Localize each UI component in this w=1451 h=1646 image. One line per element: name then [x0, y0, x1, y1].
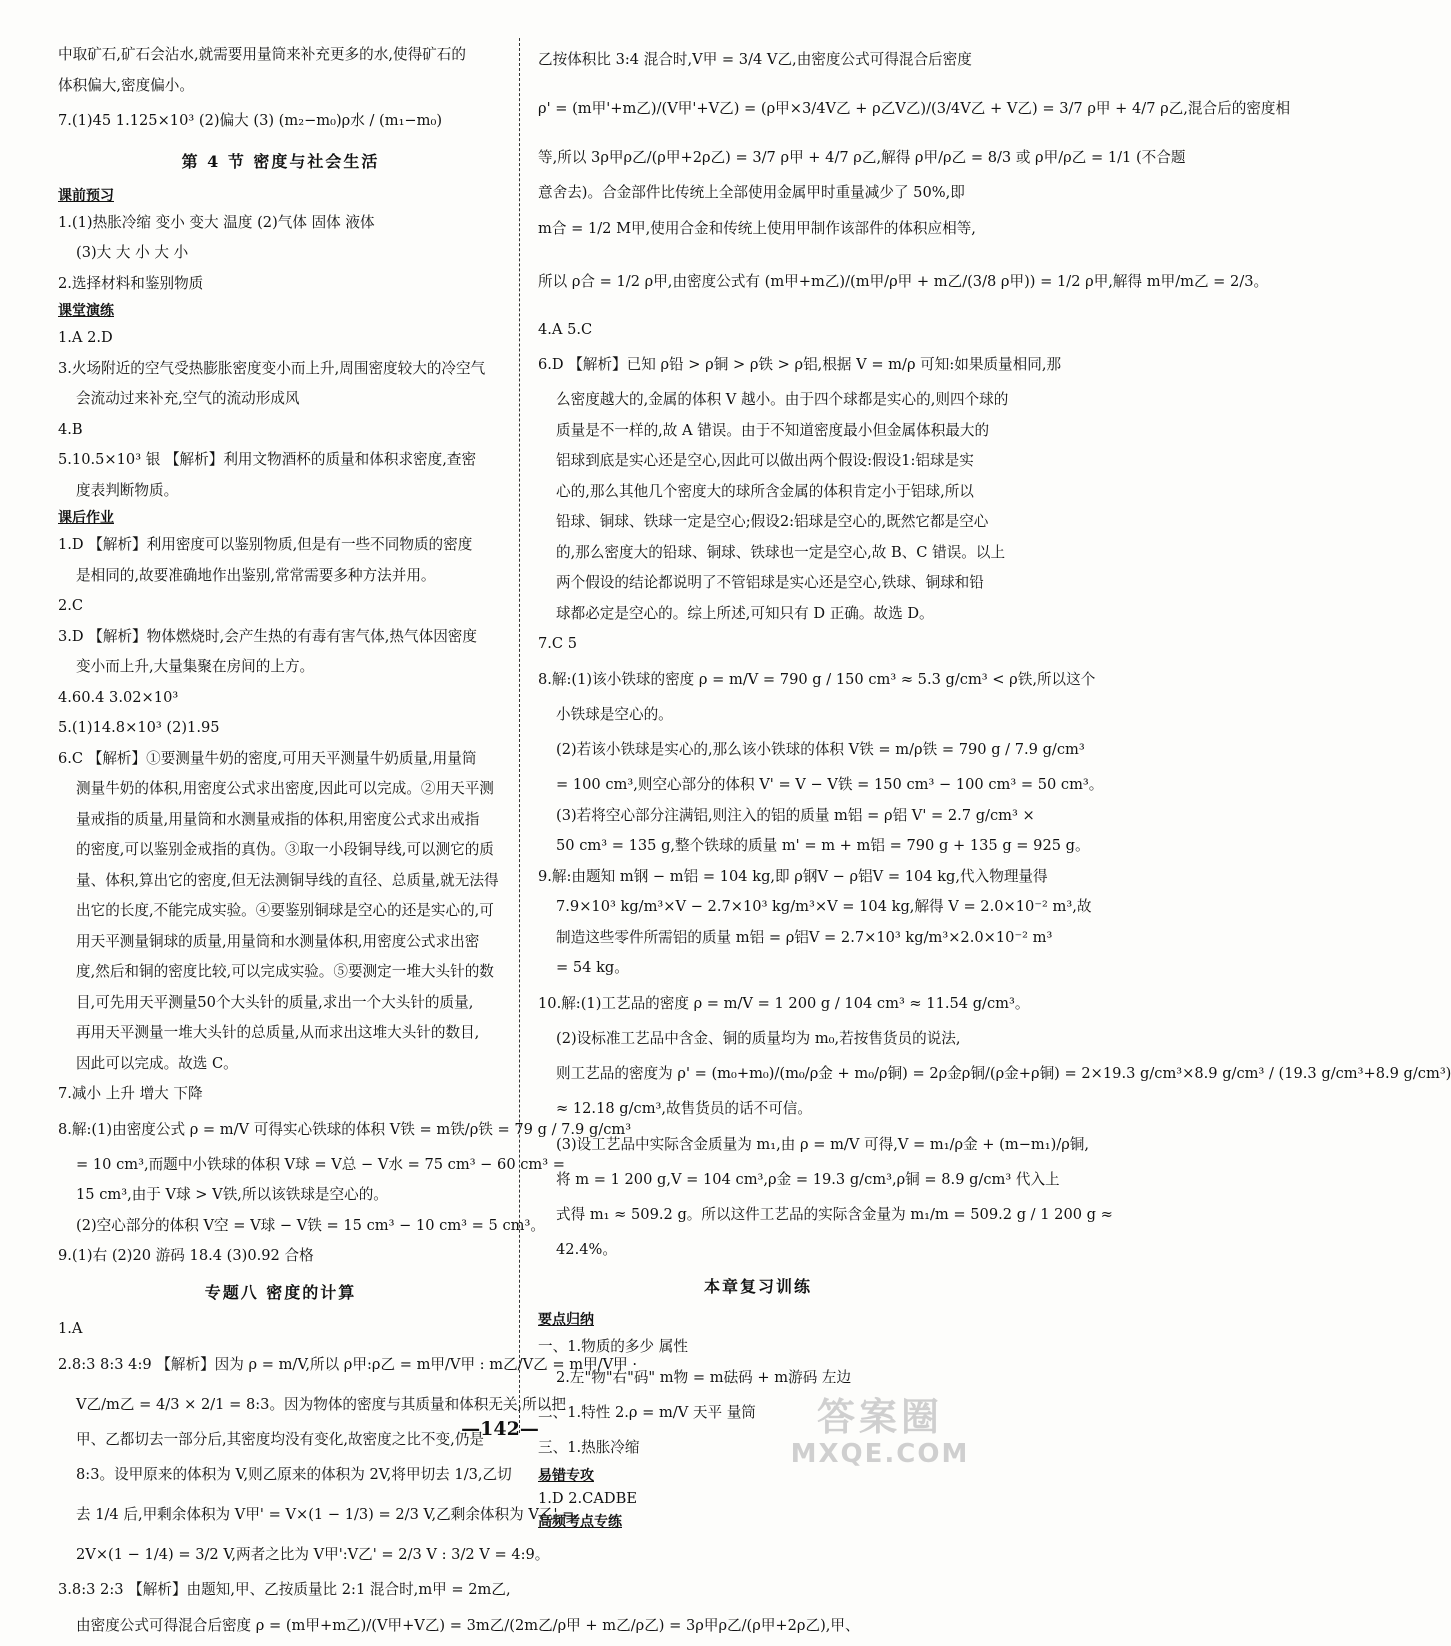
- text-line: 8.解:(1)该小铁球的密度 ρ = m/V = 790 g / 150 cm³ ≈ 5.3 g/cm³ < ρ铁,所以这个: [538, 670, 1096, 688]
- right-column: [538, 40, 1451, 1534]
- text-line: 等,所以 3ρ甲ρ乙/(ρ甲+2ρ乙) = 3/7 ρ甲 + 4/7 ρ乙,解得 ρ甲/ρ乙 = 8/3 或 ρ甲/ρ乙 = 1/1 (不合题: [538, 149, 1186, 166]
- text-line: 的密度,可以鉴别金戒指的真伪。③取一小段铜导线,可以测它的质: [76, 841, 494, 858]
- watermark-bottom: MXQE.COM: [790, 1439, 970, 1469]
- text-line: (2)空心部分的体积 V空 = V球 − V铁 = 15 cm³ − 10 cm³ = 5 cm³。: [76, 1216, 545, 1234]
- text-line: V乙/m乙 = 4/3 × 2/1 = 8:3。因为物体的密度与其质量和体积无关,所以把: [76, 1395, 566, 1413]
- page-number: —142—: [461, 1418, 539, 1440]
- text-line: 8.解:(1)由密度公式 ρ = m/V 可得实心铁球的体积 V铁 = m铁/ρ铁 = 79 g / 7.9 g/cm³: [58, 1120, 632, 1138]
- text-line: 体积偏大,密度偏小。: [58, 76, 194, 94]
- text-line: 9.(1)右 (2)20 游码 18.4 (3)0.92 合格: [58, 1247, 314, 1264]
- text-line: 是相同的,故要准确地作出鉴别,常常需要多种方法并用。: [76, 566, 436, 584]
- subheader-error: 易错专攻: [538, 1467, 594, 1484]
- text-line: 二、1.特性 2.ρ = m/V 天平 量筒: [538, 1404, 756, 1421]
- text-line: 9.解:由题知 m钢 − m铝 = 104 kg,即 ρ钢V − ρ铝V = 104 kg,代入物理量得: [538, 867, 1048, 885]
- text-line: 由密度公式可得混合后密度 ρ = (m甲+m乙)/(V甲+V乙) = 3m乙/(2m乙/ρ甲 + m乙/ρ乙) = 3ρ甲ρ乙/(ρ甲+2ρ乙),甲、: [76, 1616, 860, 1634]
- text-line: 5.(1)14.8×10³ (2)1.95: [58, 719, 220, 736]
- text-line: 6.D 【解析】已知 ρ铅 > ρ铜 > ρ铁 > ρ铝,根据 V = m/ρ 可知:如果质量相同,那: [538, 356, 1062, 373]
- text-line: = 54 kg。: [556, 959, 629, 976]
- subheader-summary: 要点归纳: [538, 1312, 594, 1328]
- text-line: 5.10.5×10³ 银 【解析】利用文物酒杯的质量和体积求密度,查密: [58, 451, 477, 468]
- text-line: 6.C 【解析】①要测量牛奶的密度,可用天平测量牛奶质量,用量筒: [58, 749, 477, 767]
- text-line: m合 = 1/2 M甲,使用合金和传统上使用甲制作该部件的体积应相等,: [538, 219, 976, 237]
- text-line: 1.A 2.D: [58, 329, 113, 346]
- subheader-preview: 课前预习: [58, 187, 114, 204]
- text-line: 1.D 【解析】利用密度可以鉴别物质,但是有一些不同物质的密度: [58, 536, 473, 553]
- text-line: 1.D 2.CADBE: [538, 1489, 637, 1507]
- text-line: 8:3。设甲原来的体积为 V,则乙原来的体积为 2V,将甲切去 1/3,乙切: [76, 1466, 512, 1483]
- text-line: 铅球、铜球、铁球一定是空心;假设2:铝球是空心的,既然它都是空心: [556, 513, 989, 530]
- text-line: = 10 cm³,而题中小铁球的体积 V球 = V总 − V水 = 75 cm³ − 60 cm³ =: [76, 1155, 565, 1173]
- text-line: 目,可先用天平测量50个大头针的质量,求出一个大头针的质量,: [76, 993, 474, 1011]
- text-line: 量、体积,算出它的密度,但无法测铜导线的直径、总质量,就无法得: [76, 871, 499, 889]
- text-line: 小铁球是空心的。: [556, 705, 673, 723]
- text-line: 因此可以完成。故选 C。: [76, 1054, 238, 1072]
- text-line: (2)设标准工艺品中含金、铜的质量均为 m₀,若按售货员的说法,: [556, 1029, 961, 1047]
- subheader-frequent: 高频考点专练: [538, 1513, 622, 1530]
- text-line: 4.A 5.C: [538, 320, 593, 338]
- text-line: 4.B: [58, 420, 83, 438]
- text-line: 2.选择材料和鉴别物质: [58, 274, 204, 292]
- answer-q7: 7.(1)45 1.125×10³ (2)偏大 (3) (m₂−m₀)ρ水 / (m₁−m₀): [58, 112, 443, 129]
- text-line: 制造这些零件所需铝的质量 m铝 = ρ铝V = 2.7×10³ kg/m³×2.0×10⁻² m³: [556, 928, 1053, 946]
- text-line: 度表判断物质。: [76, 481, 179, 499]
- text-line: 会流动过来补充,空气的流动形成风: [76, 390, 300, 407]
- text-line: 去 1/4 后,甲剩余体积为 V甲' = V×(1 − 1/3) = 2/3 V,乙剩余体积为 V乙' =: [76, 1506, 575, 1523]
- text-line: (3)若将空心部分注满铝,则注入的铝的质量 m铝 = ρ铝 V' = 2.7 g/cm³ ×: [556, 806, 1035, 824]
- text-line: 15 cm³,由于 V球 > V铁,所以该铁球是空心的。: [76, 1186, 388, 1203]
- subheader-class: 课堂演练: [58, 303, 114, 319]
- text-line: 甲、乙都切去一部分后,其密度均没有变化,故密度之比不变,仍是: [76, 1430, 484, 1448]
- text-line: 4.60.4 3.02×10³: [58, 688, 179, 706]
- text-line: 度,然后和铜的密度比较,可以完成实验。⑤要测定一堆大头针的数: [76, 963, 494, 980]
- text-line: 式得 m₁ ≈ 509.2 g。所以这件工艺品的实际含金量为 m₁/m = 509.2 g / 1 200 g ≈: [556, 1206, 1113, 1223]
- text-line: 3.火场附近的空气受热膨胀密度变小而上升,周围密度较大的冷空气: [58, 359, 486, 377]
- text-line: 则工艺品的密度为 ρ' = (m₀+m₀)/(m₀/ρ金 + m₀/ρ铜) = 2ρ金ρ铜/(ρ金+ρ铜) = 2×19.3 g/cm³×8.9 g/cm³ / (19.3 g/cm³+8.9 g/cm³): [556, 1065, 1451, 1082]
- watermark-logo: [780, 1395, 980, 1475]
- text-line: 变小而上升,大量集聚在房间的上方。: [76, 658, 315, 675]
- topic-title: 专题八 密度的计算: [204, 1282, 357, 1302]
- text-line: ≈ 12.18 g/cm³,故售货员的话不可信。: [556, 1100, 812, 1117]
- text-line: 再用天平测量一堆大头针的总质量,从而求出这堆大头针的数目,: [76, 1024, 480, 1041]
- text-line: 量戒指的质量,用量筒和水测量戒指的体积,用密度公式求出戒指: [76, 810, 480, 828]
- text-line: 中取矿石,矿石会沾水,就需要用量筒来补充更多的水,使得矿石的: [58, 46, 466, 63]
- text-line: 3.8:3 2:3 【解析】由题知,甲、乙按质量比 2:1 混合时,m甲 = 2m乙,: [58, 1581, 511, 1598]
- text-line: 2.C: [58, 597, 84, 614]
- text-line: 心的,那么其他几个密度大的球所含金属的体积肯定小于铝球,所以: [556, 482, 974, 500]
- text-line: 3.D 【解析】物体燃烧时,会产生热的有毒有害气体,热气体因密度: [58, 627, 477, 645]
- text-line: (2)若该小铁球是实心的,那么该小铁球的体积 V铁 = m/ρ铁 = 790 g / 7.9 g/cm³: [556, 741, 1085, 758]
- text-line: ρ' = (m甲'+m乙)/(V甲'+V乙) = (ρ甲×3/4V乙 + ρ乙V乙)/(3/4V乙 + V乙) = 3/7 ρ甲 + 4/7 ρ乙,混合后的密度相: [538, 100, 1291, 117]
- subheader-homework: 课后作业: [58, 510, 114, 526]
- chapter-title: 本章复习训练: [703, 1276, 812, 1296]
- text-line: 10.解:(1)工艺品的密度 ρ = m/V = 1 200 g / 104 cm³ ≈ 11.54 g/cm³。: [538, 994, 1030, 1012]
- text-line: 意舍去)。合金部件比传统上全部使用金属甲时重量减少了 50%,即: [538, 184, 965, 201]
- text-line: 三、1.热胀冷缩: [538, 1439, 640, 1456]
- text-line: 的,那么密度大的铅球、铜球、铁球也一定是空心,故 B、C 错误。以上: [556, 543, 1006, 561]
- section-title: 第 4 节 密度与社会生活: [181, 152, 380, 171]
- text-line: 一、1.物质的多少 属性: [538, 1338, 688, 1355]
- text-line: (3)大 大 小 大 小: [76, 244, 189, 261]
- text-line: 42.4%。: [556, 1241, 617, 1258]
- text-line: (3)设工艺品中实际含金质量为 m₁,由 ρ = m/V 可得,V = m₁/ρ金 + (m−m₁)/ρ铜,: [556, 1135, 1090, 1153]
- text-line: 两个假设的结论都说明了不管铝球是实心还是空心,铁球、铜球和铅: [556, 574, 984, 591]
- text-line: 1.A: [58, 1320, 83, 1337]
- text-line: 测量牛奶的体积,用密度公式求出密度,因此可以完成。②用天平测: [76, 780, 494, 797]
- text-line: 用天平测量铜球的质量,用量筒和水测量体积,用密度公式求出密: [76, 932, 480, 950]
- text-line: 7.减小 上升 增大 下降: [58, 1085, 203, 1102]
- text-line: 质量是不一样的,故 A 错误。由于不知道密度最小但金属体积最大的: [556, 421, 990, 439]
- text-line: 7.9×10³ kg/m³×V − 2.7×10³ kg/m³×V = 104 kg,解得 V = 2.0×10⁻² m³,故: [556, 898, 1092, 915]
- text-line: 2.左"物"右"码" m物 = m砝码 + m游码 左边: [556, 1368, 852, 1386]
- text-line: 球都必定是空心的。综上所述,可知只有 D 正确。故选 D。: [556, 604, 934, 622]
- text-line: 7.C 5: [538, 635, 578, 652]
- text-line: 将 m = 1 200 g,V = 104 cm³,ρ金 = 19.3 g/cm³,ρ铜 = 8.9 g/cm³ 代入上: [556, 1170, 1060, 1188]
- text-line: 么密度越大的,金属的体积 V 越小。由于四个球都是实心的,则四个球的: [556, 391, 1009, 408]
- text-line: 2.8:3 8:3 4:9 【解析】因为 ρ = m/V,所以 ρ甲:ρ乙 = m甲/V甲 : m乙/V乙 = m甲/V甲 ·: [58, 1355, 637, 1373]
- text-line: 出它的长度,不能完成实验。④要鉴别铜球是空心的还是实心的,可: [76, 902, 494, 919]
- text-line: 所以 ρ合 = 1/2 ρ甲,由密度公式有 (m甲+m乙)/(m甲/ρ甲 + m乙/(3/8 ρ甲)) = 1/2 ρ甲,解得 m甲/m乙 = 2/3。: [538, 272, 1269, 290]
- text-line: 50 cm³ = 135 g,整个铁球的质量 m' = m + m铝 = 790 g + 135 g = 925 g。: [556, 837, 1090, 854]
- text-line: = 100 cm³,则空心部分的体积 V' = V − V铁 = 150 cm³ − 100 cm³ = 50 cm³。: [556, 776, 1104, 793]
- watermark-top: 答案圈: [816, 1395, 943, 1439]
- text-line: 1.(1)热胀冷缩 变小 变大 温度 (2)气体 固体 液体: [58, 213, 375, 231]
- text-line: 铝球到底是实心还是空心,因此可以做出两个假设:假设1:铝球是实: [556, 452, 974, 469]
- text-line: 乙按体积比 3:4 混合时,V甲 = 3/4 V乙,由密度公式可得混合后密度: [538, 51, 972, 68]
- text-line: 2V×(1 − 1/4) = 3/2 V,两者之比为 V甲':V乙' = 2/3 V : 3/2 V = 4:9。: [76, 1546, 550, 1563]
